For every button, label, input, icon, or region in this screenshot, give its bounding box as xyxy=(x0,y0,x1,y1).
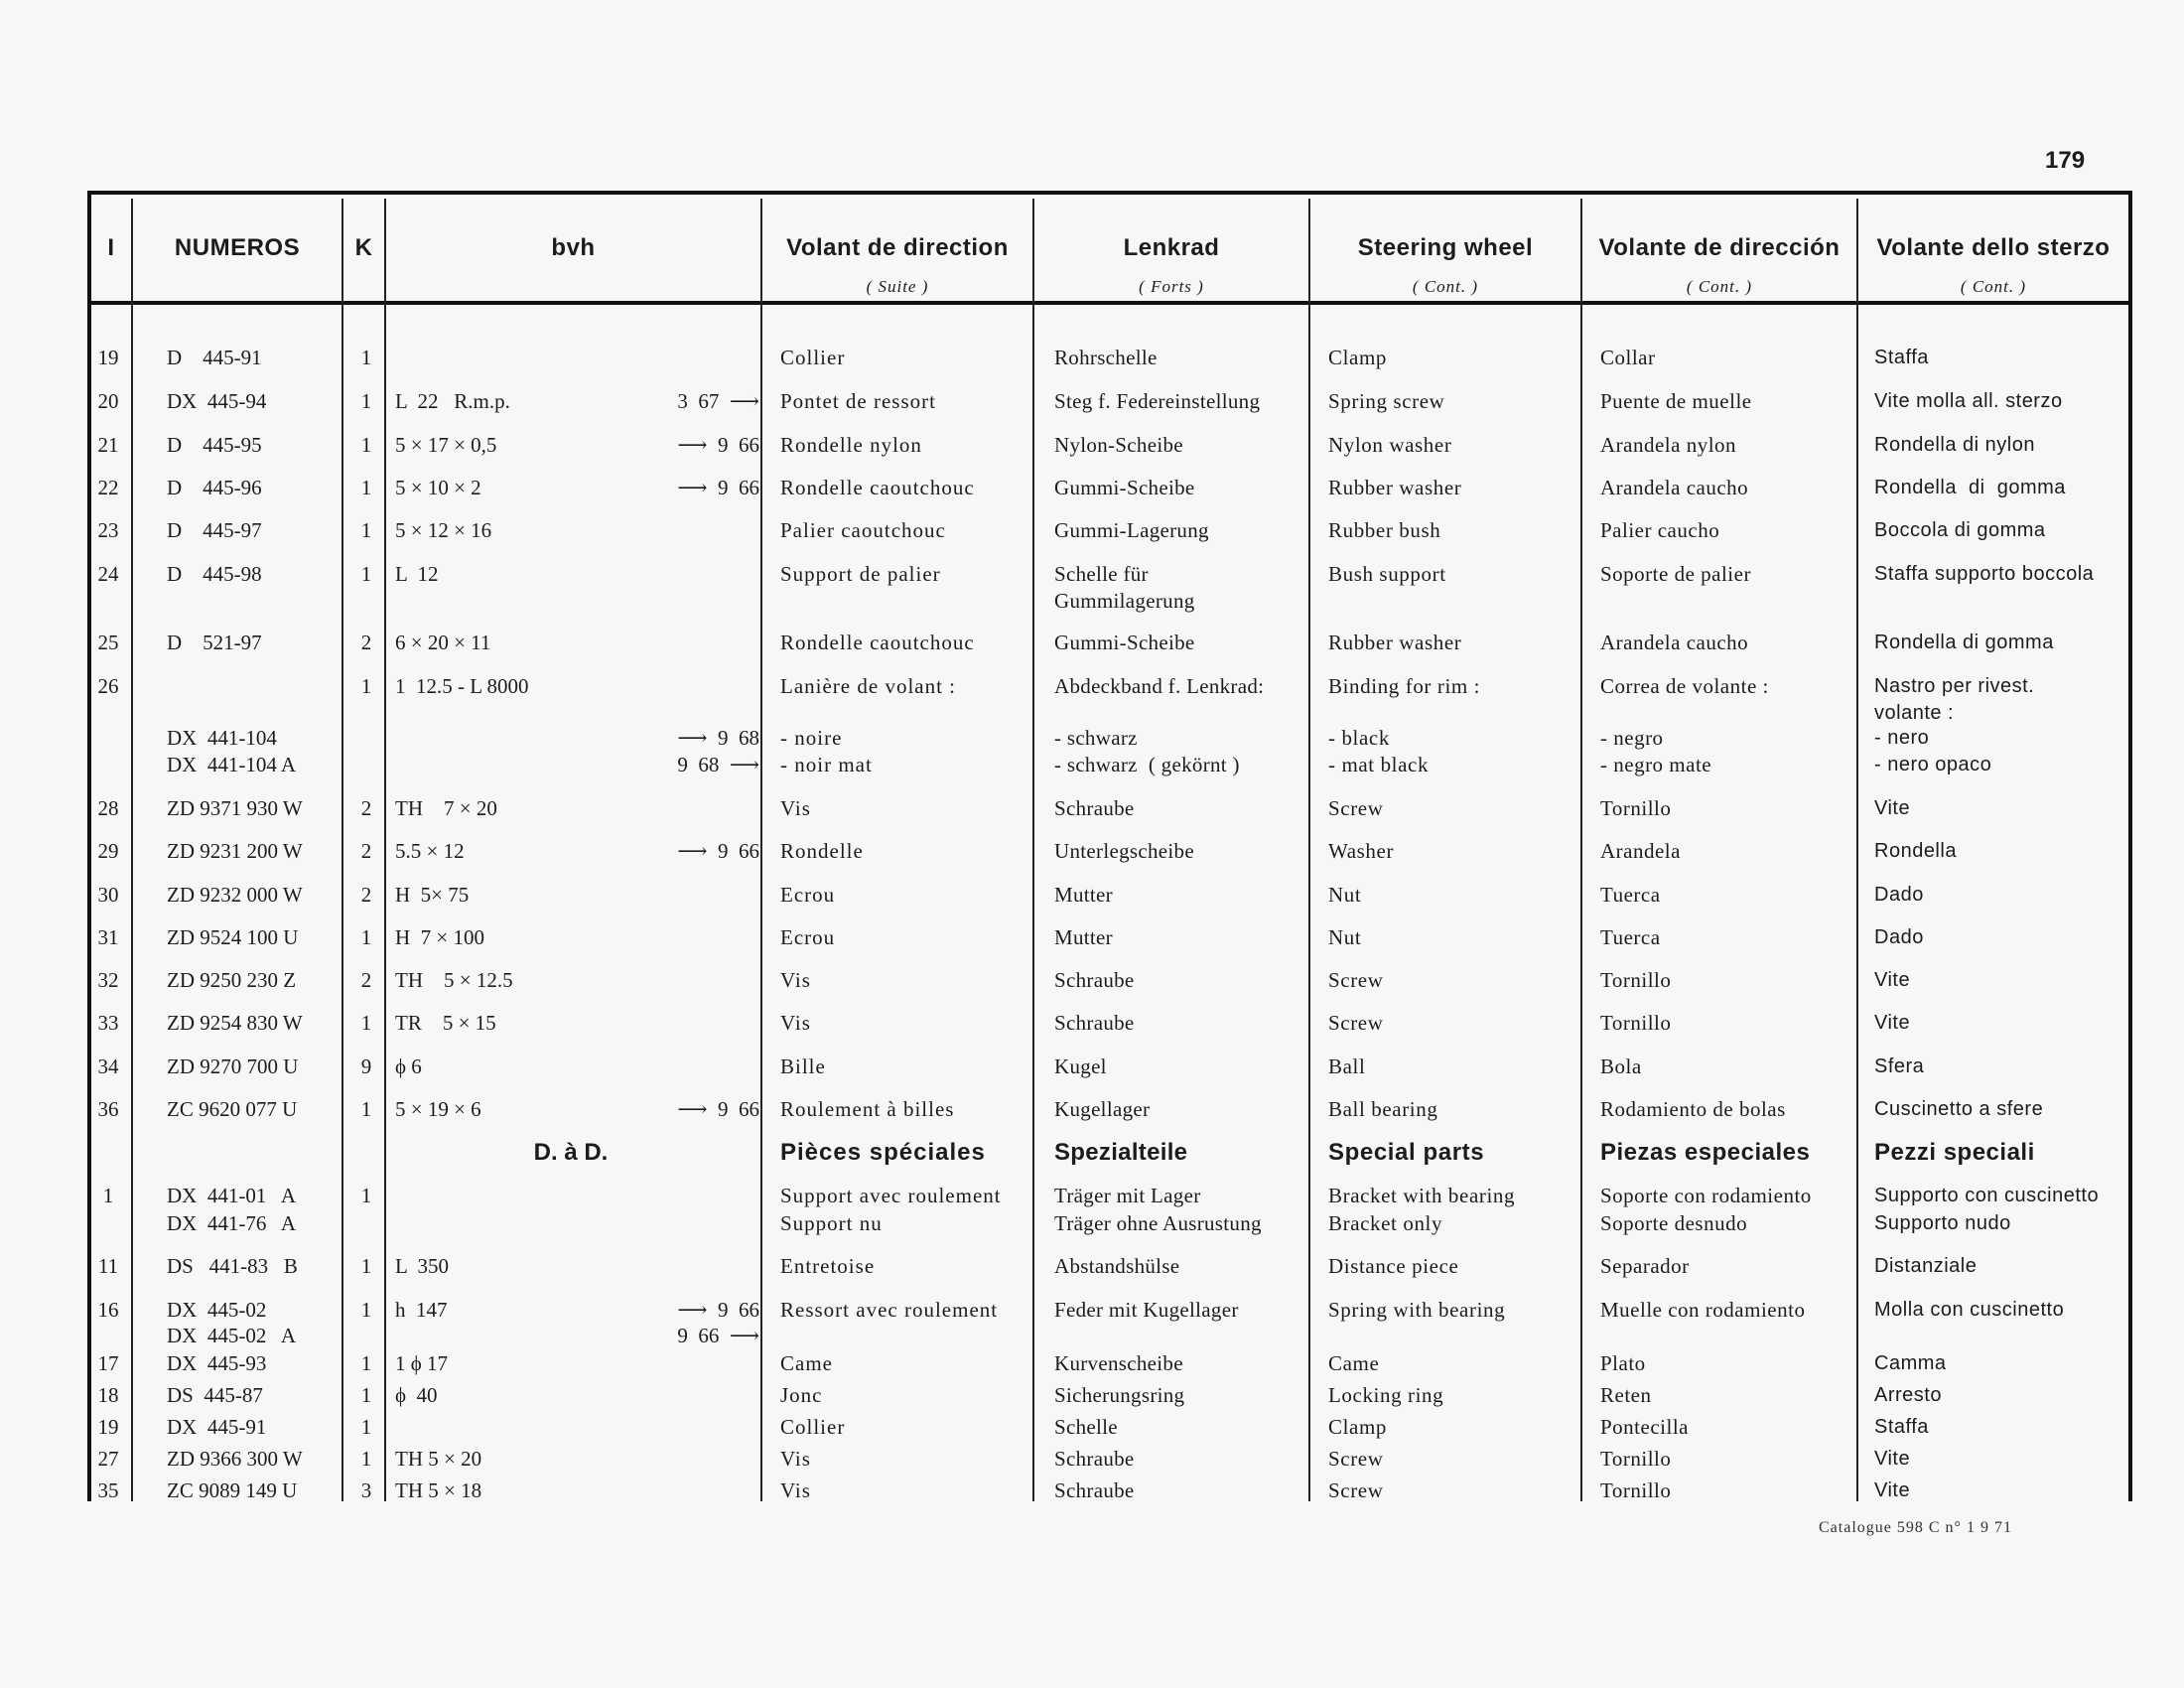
desc-english: Screw xyxy=(1328,1478,1384,1502)
dimension: L 22 R.m.p. xyxy=(395,389,510,413)
desc-german: Kurvenscheibe xyxy=(1054,1351,1183,1375)
dimension: H 7 × 100 xyxy=(395,925,485,949)
column-divider xyxy=(1580,199,1582,1501)
quantity: 1 xyxy=(360,1011,372,1035)
desc-french: Came xyxy=(780,1351,833,1375)
part-number: DX 445-93 xyxy=(167,1351,267,1375)
item-number: 36 xyxy=(97,1097,119,1121)
column-divider xyxy=(760,199,762,1501)
section-es: Piezas especiales xyxy=(1600,1139,1811,1166)
desc-german: Schraube xyxy=(1054,1447,1135,1471)
desc-italian: Vite molla all. sterzo xyxy=(1874,390,2063,412)
column-divider xyxy=(1032,199,1034,1501)
header-de-sub: ( Forts ) xyxy=(1139,277,1204,296)
header-fr: Volant de direction xyxy=(786,234,1009,261)
quantity: 1 xyxy=(360,476,372,499)
part-number: ZD 9270 700 U xyxy=(167,1055,299,1078)
quantity: 2 xyxy=(360,968,372,992)
part-number: ZD 9254 830 W xyxy=(167,1011,303,1035)
desc-spanish: Pontecilla xyxy=(1600,1415,1689,1439)
page-number: 179 xyxy=(2045,147,2086,174)
dimension: 1 12.5 - L 8000 xyxy=(395,674,529,698)
desc-french: Jonc xyxy=(780,1383,823,1407)
part-number: ZD 9366 300 W xyxy=(167,1447,303,1471)
dimension: 5.5 × 12 xyxy=(395,839,465,863)
desc-italian: Distanziale xyxy=(1874,1255,1978,1277)
header-numeros: NUMEROS xyxy=(174,234,301,261)
desc-spanish: Puente de muelle xyxy=(1600,389,1752,413)
item-number: 18 xyxy=(97,1383,119,1407)
desc-english: Nut xyxy=(1328,883,1362,907)
part-number: D 445-91 xyxy=(167,346,262,369)
item-number: 20 xyxy=(97,389,119,413)
header-divider xyxy=(91,301,2128,305)
dimension: ϕ 6 xyxy=(395,1055,422,1078)
header-fr-sub: ( Suite ) xyxy=(866,277,929,296)
quantity: 1 xyxy=(360,1415,372,1439)
item-number: 19 xyxy=(97,346,119,369)
desc-french: - noir mat xyxy=(780,753,873,776)
desc-german: Träger mit Lager xyxy=(1054,1184,1201,1207)
date-change: ⟶ 9 66 xyxy=(677,1097,759,1121)
desc-spanish: Muelle con rodamiento xyxy=(1600,1298,1806,1322)
desc-french: Vis xyxy=(780,796,811,820)
desc-spanish: Bola xyxy=(1600,1055,1642,1078)
desc-english: - black xyxy=(1328,726,1390,750)
desc-german: Steg f. Federeinstellung xyxy=(1054,389,1261,413)
item-number: 32 xyxy=(97,968,119,992)
dimension: L 350 xyxy=(395,1254,450,1278)
desc-german: Unterlegscheibe xyxy=(1054,839,1194,863)
desc-spanish: Arandela nylon xyxy=(1600,433,1737,457)
quantity: 3 xyxy=(360,1478,372,1502)
date-change: ⟶ 9 66 xyxy=(677,1298,759,1322)
desc-italian: Staffa supporto boccola xyxy=(1874,563,2095,585)
part-number: ZD 9231 200 W xyxy=(167,839,303,863)
desc-french: Collier xyxy=(780,1415,846,1439)
desc-english: Ball xyxy=(1328,1055,1366,1078)
part-number: D 521-97 xyxy=(167,631,262,654)
item-number: 19 xyxy=(97,1415,119,1439)
desc-spanish: Tornillo xyxy=(1600,1478,1672,1502)
date-change: 3 67 ⟶ xyxy=(677,389,759,413)
quantity: 1 xyxy=(360,1254,372,1278)
part-number: DX 441-104 A xyxy=(167,753,297,776)
quantity: 1 xyxy=(360,1184,372,1207)
desc-italian: Sfera xyxy=(1874,1055,1925,1077)
desc-german: Sicherungsring xyxy=(1054,1383,1185,1407)
desc-french: Bille xyxy=(780,1055,826,1078)
desc-italian: volante : xyxy=(1874,702,1955,724)
desc-german: Träger ohne Ausrustung xyxy=(1054,1211,1262,1235)
part-number: DX 445-91 xyxy=(167,1415,267,1439)
desc-french: Entretoise xyxy=(780,1254,876,1278)
desc-german: Schelle xyxy=(1054,1415,1118,1439)
item-number: 21 xyxy=(97,433,119,457)
desc-french: Vis xyxy=(780,1011,811,1035)
desc-spanish: Tornillo xyxy=(1600,796,1672,820)
desc-german: Feder mit Kugellager xyxy=(1054,1298,1239,1322)
desc-spanish: Tuerca xyxy=(1600,925,1661,949)
quantity: 1 xyxy=(360,1383,372,1407)
desc-english: Screw xyxy=(1328,1447,1384,1471)
quantity: 2 xyxy=(360,883,372,907)
desc-spanish: - negro xyxy=(1600,726,1664,750)
part-number: ZD 9232 000 W xyxy=(167,883,303,907)
quantity: 1 xyxy=(360,562,372,586)
header-de: Lenkrad xyxy=(1123,234,1220,261)
item-number: 11 xyxy=(97,1254,119,1278)
date-change: ⟶ 9 66 xyxy=(677,839,759,863)
desc-spanish: Correa de volante : xyxy=(1600,674,1769,698)
desc-italian: Vite xyxy=(1874,1479,1911,1501)
desc-english: Clamp xyxy=(1328,1415,1387,1439)
date-change: ⟶ 9 66 xyxy=(677,433,759,457)
quantity: 1 xyxy=(360,389,372,413)
desc-spanish: Soporte desnudo xyxy=(1600,1211,1748,1235)
part-number: DS 445-87 xyxy=(167,1383,263,1407)
header-en: Steering wheel xyxy=(1357,234,1534,261)
desc-english: Spring with bearing xyxy=(1328,1298,1506,1322)
desc-english: - mat black xyxy=(1328,753,1430,776)
item-number: 29 xyxy=(97,839,119,863)
dimension: 5 × 19 × 6 xyxy=(395,1097,481,1121)
desc-french: Ressort avec roulement xyxy=(780,1298,999,1322)
desc-french: Support avec roulement xyxy=(780,1184,1002,1207)
desc-english: Distance piece xyxy=(1328,1254,1459,1278)
desc-french: Pontet de ressort xyxy=(780,389,936,413)
desc-italian: Rondella di gomma xyxy=(1874,632,2054,653)
desc-german: - schwarz xyxy=(1054,726,1138,750)
desc-english: Rubber washer xyxy=(1328,476,1462,499)
dimension: 5 × 10 × 2 xyxy=(395,476,481,499)
item-number: 25 xyxy=(97,631,119,654)
desc-italian: Dado xyxy=(1874,884,1924,906)
section-de: Spezialteile xyxy=(1054,1139,1188,1166)
part-number: DX 445-94 xyxy=(167,389,267,413)
section-en: Special parts xyxy=(1328,1139,1485,1166)
desc-english: Screw xyxy=(1328,796,1384,820)
desc-spanish: Separador xyxy=(1600,1254,1690,1278)
desc-french: Roulement à billes xyxy=(780,1097,955,1121)
desc-italian: Vite xyxy=(1874,1448,1911,1470)
header-it: Volante dello sterzo xyxy=(1876,234,2111,261)
item-number: 1 xyxy=(102,1184,114,1207)
desc-italian: Arresto xyxy=(1874,1384,1942,1406)
desc-french: Ecrou xyxy=(780,883,836,907)
quantity: 1 xyxy=(360,1298,372,1322)
desc-french: Lanière de volant : xyxy=(780,674,957,698)
dimension: H 5× 75 xyxy=(395,883,470,907)
item-number: 17 xyxy=(97,1351,119,1375)
part-number: D 445-96 xyxy=(167,476,262,499)
desc-spanish: Plato xyxy=(1600,1351,1646,1375)
item-number: 24 xyxy=(97,562,119,586)
dimension: 5 × 12 × 16 xyxy=(395,518,492,542)
desc-german: Gummi-Scheibe xyxy=(1054,476,1195,499)
desc-english: Ball bearing xyxy=(1328,1097,1438,1121)
part-number: D 445-97 xyxy=(167,518,262,542)
section-it: Pezzi speciali xyxy=(1874,1139,2035,1166)
desc-english: Screw xyxy=(1328,968,1384,992)
quantity: 1 xyxy=(360,1447,372,1471)
quantity: 1 xyxy=(360,925,372,949)
column-divider xyxy=(1856,199,1858,1501)
desc-german: Gummilagerung xyxy=(1054,589,1195,613)
desc-italian: Vite xyxy=(1874,797,1911,819)
part-number: D 445-95 xyxy=(167,433,262,457)
desc-italian: - nero opaco xyxy=(1874,754,1992,775)
date-change: ⟶ 9 68 xyxy=(677,726,759,750)
header-item: I xyxy=(107,234,115,261)
part-number: ZD 9524 100 U xyxy=(167,925,299,949)
quantity: 9 xyxy=(360,1055,372,1078)
desc-german: - schwarz ( gekörnt ) xyxy=(1054,753,1240,776)
desc-french: Rondelle caoutchouc xyxy=(780,631,975,654)
desc-spanish: Soporte de palier xyxy=(1600,562,1751,586)
quantity: 1 xyxy=(360,674,372,698)
desc-french: Ecrou xyxy=(780,925,836,949)
desc-spanish: Tuerca xyxy=(1600,883,1661,907)
desc-german: Schraube xyxy=(1054,968,1135,992)
desc-spanish: Tornillo xyxy=(1600,1011,1672,1035)
desc-italian: Molla con cuscinetto xyxy=(1874,1299,2065,1321)
desc-french: Vis xyxy=(780,1478,811,1502)
quantity: 1 xyxy=(360,433,372,457)
date-change: 9 68 ⟶ xyxy=(677,753,759,776)
item-number: 35 xyxy=(97,1478,119,1502)
date-change: 9 66 ⟶ xyxy=(677,1324,759,1347)
column-divider xyxy=(1308,199,1310,1501)
desc-spanish: Reten xyxy=(1600,1383,1652,1407)
column-divider xyxy=(341,199,343,1501)
part-number: DS 441-83 B xyxy=(167,1254,298,1278)
item-number: 33 xyxy=(97,1011,119,1035)
header-it-sub: ( Cont. ) xyxy=(1960,277,2027,296)
desc-french: Rondelle caoutchouc xyxy=(780,476,975,499)
dimension: TH 5 × 12.5 xyxy=(395,968,513,992)
section-fr: Pièces spéciales xyxy=(780,1139,986,1166)
item-number: 23 xyxy=(97,518,119,542)
header-es: Volante de dirección xyxy=(1598,234,1841,261)
part-number: DX 445-02 A xyxy=(167,1324,297,1347)
quantity: 1 xyxy=(360,1097,372,1121)
item-number: 34 xyxy=(97,1055,119,1078)
item-number: 31 xyxy=(97,925,119,949)
desc-english: Spring screw xyxy=(1328,389,1445,413)
desc-german: Kugel xyxy=(1054,1055,1107,1078)
part-number: DX 445-02 xyxy=(167,1298,267,1322)
header-en-sub: ( Cont. ) xyxy=(1412,277,1479,296)
date-change: ⟶ 9 66 xyxy=(677,476,759,499)
desc-spanish: - negro mate xyxy=(1600,753,1712,776)
desc-french: Vis xyxy=(780,968,811,992)
desc-italian: Camma xyxy=(1874,1352,1947,1374)
dimension: 6 × 20 × 11 xyxy=(395,631,491,654)
desc-english: Rubber washer xyxy=(1328,631,1462,654)
quantity: 2 xyxy=(360,631,372,654)
quantity: 1 xyxy=(360,1351,372,1375)
quantity: 1 xyxy=(360,518,372,542)
part-number: DX 441-104 xyxy=(167,726,277,750)
part-number: ZD 9250 230 Z xyxy=(167,968,297,992)
item-number: 30 xyxy=(97,883,119,907)
desc-italian: Supporto nudo xyxy=(1874,1212,2011,1234)
desc-italian: - nero xyxy=(1874,727,1930,749)
desc-german: Mutter xyxy=(1054,883,1113,907)
dimension: 5 × 17 × 0,5 xyxy=(395,433,497,457)
header-bvh: bvh xyxy=(551,234,596,261)
header-es-sub: ( Cont. ) xyxy=(1686,277,1753,296)
desc-spanish: Arandela xyxy=(1600,839,1681,863)
desc-french: Rondelle xyxy=(780,839,864,863)
desc-german: Schraube xyxy=(1054,1011,1135,1035)
desc-italian: Vite xyxy=(1874,1012,1911,1034)
desc-italian: Cuscinetto a sfere xyxy=(1874,1098,2044,1120)
dimension: h 147 xyxy=(395,1298,448,1322)
desc-german: Nylon-Scheibe xyxy=(1054,433,1183,457)
desc-german: Abdeckband f. Lenkrad: xyxy=(1054,674,1265,698)
part-number: ZC 9620 077 U xyxy=(167,1097,298,1121)
desc-english: Washer xyxy=(1328,839,1395,863)
desc-english: Bush support xyxy=(1328,562,1446,586)
desc-english: Bracket only xyxy=(1328,1211,1443,1235)
quantity: 1 xyxy=(360,346,372,369)
dimension: TH 7 × 20 xyxy=(395,796,497,820)
desc-spanish: Tornillo xyxy=(1600,968,1672,992)
part-number: ZD 9371 930 W xyxy=(167,796,303,820)
part-number: DX 441-76 A xyxy=(167,1211,297,1235)
part-number: ZC 9089 149 U xyxy=(167,1478,298,1502)
desc-italian: Rondella xyxy=(1874,840,1957,862)
desc-german: Mutter xyxy=(1054,925,1113,949)
desc-english: Nut xyxy=(1328,925,1362,949)
desc-italian: Rondella di nylon xyxy=(1874,434,2035,456)
desc-english: Screw xyxy=(1328,1011,1384,1035)
quantity: 2 xyxy=(360,796,372,820)
desc-italian: Rondella di gomma xyxy=(1874,477,2066,498)
desc-italian: Vite xyxy=(1874,969,1911,991)
desc-french: - noire xyxy=(780,726,843,750)
desc-spanish: Rodamiento de bolas xyxy=(1600,1097,1786,1121)
section-label: D. à D. xyxy=(533,1139,609,1166)
desc-english: Clamp xyxy=(1328,346,1387,369)
desc-french: Support de palier xyxy=(780,562,941,586)
desc-french: Support nu xyxy=(780,1211,883,1235)
desc-spanish: Arandela caucho xyxy=(1600,631,1749,654)
dimension: ϕ 40 xyxy=(395,1383,438,1407)
part-number: D 445-98 xyxy=(167,562,262,586)
item-number: 28 xyxy=(97,796,119,820)
desc-german: Gummi-Lagerung xyxy=(1054,518,1209,542)
desc-german: Rohrschelle xyxy=(1054,346,1158,369)
desc-german: Schelle für xyxy=(1054,562,1149,586)
column-divider xyxy=(131,199,133,1501)
desc-spanish: Arandela caucho xyxy=(1600,476,1749,499)
desc-english: Came xyxy=(1328,1351,1380,1375)
desc-italian: Staffa xyxy=(1874,347,1929,368)
item-number: 27 xyxy=(97,1447,119,1471)
desc-english: Rubber bush xyxy=(1328,518,1441,542)
desc-french: Collier xyxy=(780,346,846,369)
desc-german: Schraube xyxy=(1054,796,1135,820)
item-number: 26 xyxy=(97,674,119,698)
desc-english: Locking ring xyxy=(1328,1383,1444,1407)
part-number: DX 441-01 A xyxy=(167,1184,297,1207)
desc-italian: Nastro per rivest. xyxy=(1874,675,2035,697)
desc-french: Rondelle nylon xyxy=(780,433,922,457)
item-number: 22 xyxy=(97,476,119,499)
desc-italian: Boccola di gomma xyxy=(1874,519,2046,541)
desc-english: Bracket with bearing xyxy=(1328,1184,1516,1207)
dimension: TH 5 × 18 xyxy=(395,1478,482,1502)
desc-english: Nylon washer xyxy=(1328,433,1452,457)
dimension: TH 5 × 20 xyxy=(395,1447,482,1471)
dimension: L 12 xyxy=(395,562,439,586)
desc-spanish: Palier caucho xyxy=(1600,518,1720,542)
desc-italian: Staffa xyxy=(1874,1416,1929,1438)
desc-italian: Supporto con cuscinetto xyxy=(1874,1185,2100,1206)
quantity: 2 xyxy=(360,839,372,863)
item-number: 16 xyxy=(97,1298,119,1322)
desc-english: Binding for rim : xyxy=(1328,674,1481,698)
dimension: 1 ϕ 17 xyxy=(395,1351,449,1375)
desc-german: Kugellager xyxy=(1054,1097,1151,1121)
dimension: TR 5 × 15 xyxy=(395,1011,496,1035)
desc-german: Schraube xyxy=(1054,1478,1135,1502)
desc-italian: Dado xyxy=(1874,926,1924,948)
desc-french: Palier caoutchouc xyxy=(780,518,946,542)
desc-spanish: Tornillo xyxy=(1600,1447,1672,1471)
catalogue-footer: Catalogue 598 C n° 1 9 71 xyxy=(1819,1519,2012,1536)
desc-german: Gummi-Scheibe xyxy=(1054,631,1195,654)
header-k: K xyxy=(354,234,373,261)
desc-spanish: Collar xyxy=(1600,346,1656,369)
desc-spanish: Soporte con rodamiento xyxy=(1600,1184,1812,1207)
desc-french: Vis xyxy=(780,1447,811,1471)
desc-german: Abstandshülse xyxy=(1054,1254,1180,1278)
